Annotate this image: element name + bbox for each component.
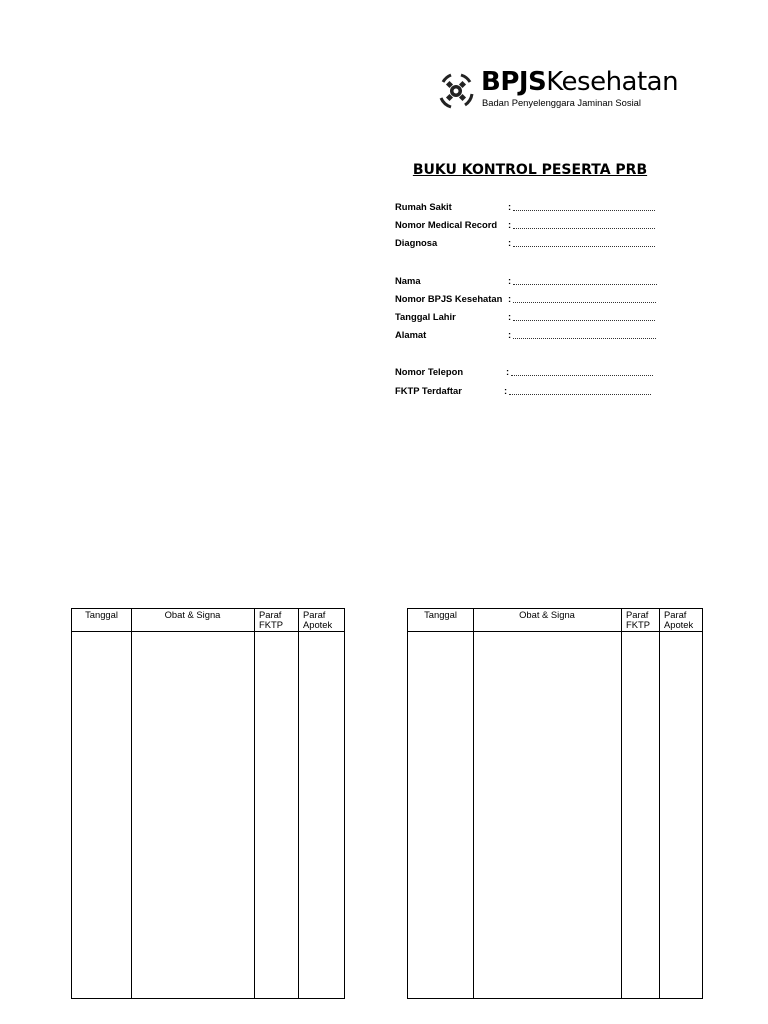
column-divider [131, 609, 132, 998]
field-label: Nama [395, 275, 421, 286]
field-label: Nomor Medical Record [395, 219, 498, 230]
column-divider [659, 609, 660, 998]
column-divider [621, 609, 622, 998]
fill-in-line[interactable] [511, 375, 653, 376]
field-colon: : [506, 366, 510, 377]
field-label: Rumah Sakit [395, 201, 452, 212]
fill-in-line[interactable] [513, 320, 655, 321]
column-divider [473, 609, 474, 998]
header-paraf-fktp: Paraf FKTP [626, 609, 650, 630]
field-colon: : [508, 201, 512, 212]
field-colon: : [508, 275, 512, 286]
field-label: FKTP Terdaftar [395, 385, 462, 396]
fill-in-line[interactable] [513, 284, 657, 285]
patient-info-form [395, 0, 695, 420]
header-paraf-fktp: Paraf FKTP [259, 609, 283, 630]
header-obat-signa: Obat & Signa [519, 609, 575, 620]
fill-in-line[interactable] [509, 394, 651, 395]
fill-in-line[interactable] [513, 246, 655, 247]
fill-in-line[interactable] [513, 302, 656, 303]
control-table-left [71, 608, 345, 999]
header-paraf-apotek: Paraf Apotek [303, 609, 333, 630]
page-title: BUKU KONTROL PESERTA PRB [412, 162, 648, 178]
fill-in-line[interactable] [513, 228, 655, 229]
column-divider [254, 609, 255, 998]
header-paraf-apotek: Paraf Apotek [664, 609, 694, 630]
field-colon: : [508, 237, 512, 248]
field-label: Alamat [395, 329, 427, 340]
field-colon: : [508, 329, 512, 340]
field-label: Nomor Telepon [395, 366, 464, 377]
header-tanggal: Tanggal [85, 609, 118, 620]
field-label: Nomor BPJS Kesehatan [395, 293, 503, 304]
field-colon: : [508, 293, 512, 304]
field-colon: : [508, 311, 512, 322]
fill-in-line[interactable] [513, 338, 656, 339]
logo-tagline: Badan Penyelenggara Jaminan Sosial [482, 97, 641, 108]
logo-brand-bold: BPJS [481, 67, 547, 97]
field-label: Tanggal Lahir [395, 311, 456, 322]
logo-brand-light: Kesehatan [546, 67, 679, 97]
column-divider [298, 609, 299, 998]
fill-in-line[interactable] [513, 210, 655, 211]
header-tanggal: Tanggal [424, 609, 457, 620]
field-colon: : [508, 219, 512, 230]
field-colon: : [504, 385, 508, 396]
header-obat-signa: Obat & Signa [164, 609, 221, 620]
control-table-right [407, 608, 703, 999]
field-label: Diagnosa [395, 237, 438, 248]
